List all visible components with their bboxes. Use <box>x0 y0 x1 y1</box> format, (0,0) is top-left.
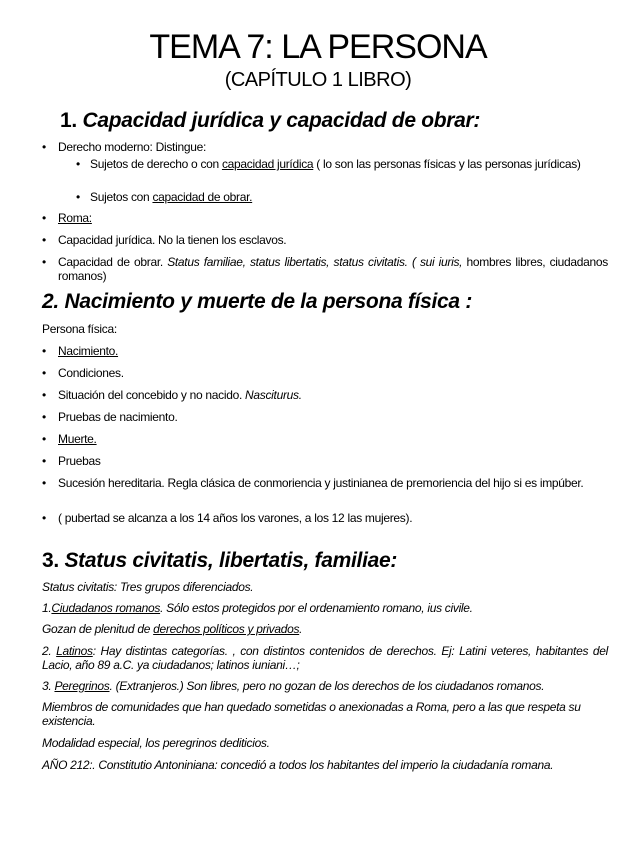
line-text: . (Extranjeros.) Son libres, pero no gozan de los derechos de los ciudadanos romanos. <box>109 679 545 693</box>
bullet-dot: • <box>42 211 46 225</box>
subbullet-capacidad-obrar <box>76 190 608 204</box>
section3-heading <box>42 548 397 574</box>
bullet-dot: • <box>42 366 46 380</box>
bullet-dot: • <box>42 255 46 269</box>
bullet-dot: • <box>42 454 46 468</box>
bullet-text: Pruebas de nacimiento. <box>58 410 178 424</box>
bullet-text: Condiciones. <box>58 366 124 380</box>
line-prefix: Gozan de plenitud de <box>42 622 154 636</box>
section2-heading <box>42 289 472 315</box>
bullet-text-post: hombres libres, ciudadanos romanos) <box>58 255 608 283</box>
section1-heading-text: Capacidad jurídica y capacidad de obrar: <box>82 109 481 132</box>
bullet-pruebas-nacimiento <box>42 410 602 424</box>
page-subtitle: (CAPÍTULO 1 LIBRO) <box>224 69 412 91</box>
derechos-line <box>42 622 608 636</box>
page-title: TEMA 7: LA PERSONA <box>149 28 487 66</box>
muerte-term: Muerte. <box>58 432 97 446</box>
bullet-pruebas <box>42 454 602 468</box>
bullet-pubertad <box>42 511 608 525</box>
latinos-line <box>42 644 608 672</box>
bullet-condiciones <box>42 366 602 380</box>
capacidad-obrar-term: capacidad de obrar. <box>152 190 253 204</box>
line-text: . Sólo estos protegidos por el ordenamiento romano, ius civile. <box>160 601 473 615</box>
miembros-line: Miembros de comunidades que han quedado sometidas o anexionadas a Roma, pero a las que respeta su existencia. <box>42 700 581 728</box>
section1-heading <box>60 108 480 134</box>
section3-heading-text: Status civitatis, libertatis, familiae: <box>64 549 398 572</box>
status-civitatis-line: Status civitatis: Tres grupos diferenciados. <box>42 580 254 594</box>
ciudadanos-romanos-line <box>42 601 608 615</box>
bullet-dot: • <box>42 511 46 525</box>
derechos-term: derechos políticos y privados <box>153 622 300 636</box>
line-text: : Hay distintas categorías. , con distintos contenidos de derechos. Ej: Latini veteres, habitantes del Lacio, año 89 a.C. ya ciudadanos; latinos iuniani…; <box>42 644 608 672</box>
bullet-dot: • <box>42 233 46 247</box>
bullet-situacion <box>42 388 602 402</box>
bullet-text: Situación del concebido y no nacido. <box>58 388 246 402</box>
section2-heading-text: Nacimiento y muerte de la persona física : <box>64 290 473 313</box>
line-prefix: 3. <box>42 679 55 693</box>
modalidad-line: Modalidad especial, los peregrinos dediticios. <box>42 736 270 750</box>
nasciturus-term: Nasciturus. <box>245 388 302 402</box>
subbullet-text: Sujetos de derecho o con <box>90 157 222 171</box>
bullet-dot: • <box>42 388 46 402</box>
line-text: . <box>299 622 303 636</box>
bullet-dot: • <box>42 140 46 154</box>
bullet-roma <box>42 211 602 225</box>
ciudadanos-romanos-term: Ciudadanos romanos <box>51 601 161 615</box>
bullet-text: ( pubertad se alcanza a los 14 años los varones, a los 12 las mujeres). <box>58 511 413 525</box>
bullet-nacimiento <box>42 344 602 358</box>
persona-fisica-intro: Persona física: <box>42 322 117 336</box>
bullet-text-italic: Status familiae, status libertatis, status civitatis. ( sui iuris, <box>167 255 463 269</box>
bullet-capacidad-obrar <box>42 255 608 283</box>
capacidad-juridica-term: capacidad jurídica <box>221 157 314 171</box>
bullet-muerte <box>42 432 602 446</box>
peregrinos-line <box>42 679 608 693</box>
bullet-dot: • <box>42 476 46 490</box>
bullet-dot: • <box>42 410 46 424</box>
bullet-text: Capacidad de obrar. <box>58 255 168 269</box>
bullet-derecho-moderno <box>42 140 602 154</box>
subbullet-text: Sujetos con <box>90 190 153 204</box>
bullet-dot: • <box>76 190 80 204</box>
subbullet-capacidad-juridica <box>76 157 608 171</box>
ano-212-line: AÑO 212:. Constitutio Antoniniana: concedió a todos los habitantes del imperio la ciudadanía romana. <box>42 758 554 772</box>
roma-term: Roma: <box>58 211 92 225</box>
section2-heading-number: 2. <box>42 290 59 313</box>
bullet-text: Sucesión hereditaria. Regla clásica de conmoriencia y justinianea de premoriencia del hijo si es impúber. <box>58 476 584 490</box>
line-prefix: 1. <box>42 601 52 615</box>
subbullet-text-post: ( lo son las personas físicas y las personas jurídicas) <box>313 157 581 171</box>
bullet-text: Capacidad jurídica. No la tienen los esclavos. <box>58 233 287 247</box>
latinos-term: Latinos <box>56 644 93 658</box>
bullet-dot: • <box>42 344 46 358</box>
peregrinos-term: Peregrinos <box>54 679 110 693</box>
section1-heading-number: 1. <box>60 109 77 132</box>
bullet-text: Derecho moderno: Distingue: <box>58 140 206 154</box>
section3-heading-number: 3. <box>42 549 59 572</box>
bullet-capacidad-juridica <box>42 233 602 247</box>
bullet-dot: • <box>76 157 80 171</box>
bullet-dot: • <box>42 432 46 446</box>
bullet-sucesion <box>42 476 608 490</box>
bullet-text: Pruebas <box>58 454 101 468</box>
nacimiento-term: Nacimiento. <box>58 344 119 358</box>
line-prefix: 2. <box>42 644 57 658</box>
